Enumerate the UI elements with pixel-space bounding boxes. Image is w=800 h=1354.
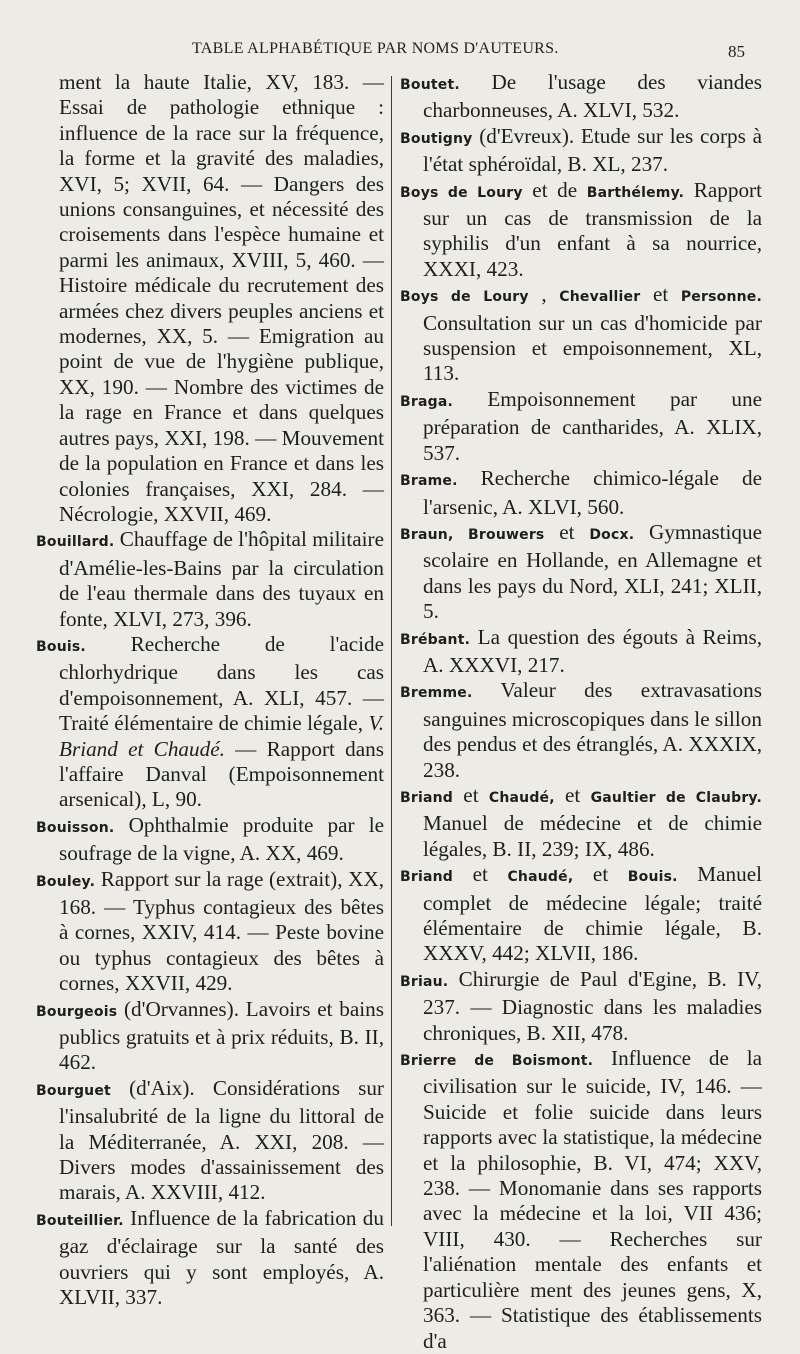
author-name: Briand — [400, 789, 454, 806]
index-entry — [36, 867, 384, 997]
author-name: Boys de Loury — [400, 184, 523, 201]
entry-text: Chirurgie de Paul d'Egine, B. IV, 237. — Diagnostic dans les maladies chroniques, B. XII, 478. — [423, 966, 762, 1045]
index-entry — [36, 997, 384, 1076]
author-name: Bouis. — [627, 869, 678, 886]
entry-text: Chauffage de l'hôpital militaire d'Amélie-les-Bains par la circulation de l'eau thermale dans des tuyaux en fonte, XLVI, 273, 396. — [59, 527, 384, 631]
entry-text: ment la haute Italie, XV, 183. — Essai de pathologie ethnique : influence de la race sur la fréquence, la forme et la gravité des maladies, XVI, 5; XVII, 64. — Dangers des unions consanguines, et nécessité des croisements dans l'espèce humaine et parmi les animaux, XVIII, 5, 460. — Histoire médicale du recrutement des armées chez divers peuples anciens et modernes, XX, 5. — Emigration au point de vue de l'hygiène publique, XX, 190. — Nombre des victimes de la rage en France et dans quelques autres pays, XXI, 198. — Mouvement de la population en France et dans les colonies françaises, XXI, 284. — Nécrologie, XXVII, 469. — [59, 70, 384, 526]
author-name: Boutigny — [400, 130, 473, 147]
index-entry — [400, 178, 762, 283]
index-entry — [400, 967, 762, 1046]
index-entry — [400, 862, 762, 967]
entry-text: et — [453, 782, 489, 807]
author-name: Gaultier de Claubry. — [590, 789, 762, 806]
entry-text: Influence de la civilisation sur le suicide, IV, 146. — Suicide et folie suicide dans leurs rapports avec la statistique, la médecine et la philosophie, B. VI, 474; XXV, 238. — Monomanie dans ses rapports avec la médecine et la loi, VII 436; VIII, 430. — Recherches sur l'aliénation mentale des enfants et particulière ment des jeunes gens, X, 363. — Statistique des établissements d'a — [423, 1046, 762, 1353]
author-name: Brame. — [400, 473, 458, 490]
index-entry — [36, 1206, 384, 1311]
column-divider — [391, 76, 392, 1226]
entry-text: Valeur des extravasations sanguines microscopiques dans le sillon des pendus et des étranglés, A. XXXIX, 238. — [423, 678, 762, 782]
author-name: Bourgeois — [36, 1003, 118, 1020]
author-name: Bouillard. — [36, 534, 115, 551]
entry-text: Recherche de l'acide chlorhydrique dans les cas d'empoisonnement, A. XLI, 457. — Traité élémentaire de chimie légale, — [59, 631, 384, 736]
index-entry — [400, 1046, 762, 1354]
author-name: Briau. — [400, 973, 449, 990]
author-name: Docx. — [589, 526, 635, 543]
entry-text: Influence de la fabrication du gaz d'éclairage sur la santé des ouvriers qui y sont employés, A. XLVII, 337. — [59, 1205, 384, 1310]
left-column — [36, 70, 384, 1311]
index-entry — [400, 678, 762, 783]
page-number: 85 — [728, 42, 745, 61]
entry-text: et — [573, 862, 628, 887]
index-entry — [400, 70, 762, 124]
entry-text: et — [544, 519, 590, 544]
entry-text: Consultation sur un cas d'homicide par suspension et empoisonnement, XL, 113. — [423, 310, 762, 386]
index-entry — [400, 124, 762, 178]
author-name: Chaudé, — [507, 869, 574, 886]
entry-text: Empoisonnement par une préparation de cantharides, A. XLIX, 537. — [423, 386, 762, 465]
running-title: TABLE ALPHABÉTIQUE PAR NOMS D'AUTEURS. — [192, 40, 559, 57]
entry-text: Recherche chimico-légale de l'arsenic, A. XLVI, 560. — [423, 466, 762, 519]
author-name: Briand — [400, 869, 454, 886]
index-entry — [400, 783, 762, 862]
index-entry — [36, 1076, 384, 1206]
entry-text: , — [528, 282, 560, 307]
entry-text: Manuel complet de médecine légale; traité élémentaire de chimie légale, B. XXXV, 442; XLVII, 186. — [423, 862, 762, 966]
index-entry — [36, 813, 384, 867]
author-name: Boutet. — [400, 77, 460, 93]
entry-text: Gymnastique scolaire en Hollande, en Allemagne et dans les pays du Nord, XLI, 241; XLII, 5. — [423, 519, 763, 624]
running-header — [0, 36, 800, 66]
author-name: Brébant. — [400, 631, 471, 648]
index-entry — [400, 466, 762, 520]
entry-text: et — [453, 862, 508, 887]
index-entry — [36, 527, 384, 632]
cross-reference: V. Briand et Chaudé. — [59, 711, 384, 761]
author-name: Bouteillier. — [36, 1212, 124, 1229]
author-name: Boys de Loury — [400, 289, 529, 306]
entry-text: Ophthalmie produite par le soufrage de la vigne, A. XX, 469. — [59, 812, 384, 866]
author-name: Bremme. — [400, 685, 473, 702]
author-name: Chevallier — [559, 289, 641, 306]
author-name: Bouis. — [36, 638, 86, 655]
index-entry — [400, 520, 762, 625]
author-name: Braun, Brouwers — [400, 526, 545, 543]
index-entry — [400, 387, 762, 466]
entry-text: (d'Aix). Considérations sur l'insalubrité de la ligne du littoral de la Méditerranée, A. XXI, 208. — Divers modes d'assainissement des marais, A. XXVIII, 412. — [59, 1075, 384, 1205]
entry-text: La question des égouts à Reims, A. XXXVI, 217. — [423, 624, 762, 677]
entry-text: Rapport sur un cas de transmission de la syphilis d'un enfant à sa nourrice, XXXI, 423. — [423, 177, 762, 281]
continued-entry — [36, 70, 384, 527]
entry-text: et — [640, 282, 681, 307]
entry-text: (d'Orvannes). Lavoirs et bains publics gratuits et à prix réduits, B. II, 462. — [59, 996, 384, 1075]
author-name: Personne. — [680, 289, 762, 306]
author-name: Bourguet — [36, 1082, 111, 1099]
author-name: Brierre de Boismont. — [400, 1053, 594, 1070]
entry-text: (d'Evreux). Etude sur les corps à l'état sphéroïdal, B. XL, 237. — [423, 123, 762, 177]
author-name: Barthélemy. — [586, 184, 685, 201]
index-entry — [400, 282, 762, 387]
index-entry — [36, 632, 384, 813]
entry-text: Rapport sur la rage (extrait), XX, 168. — Typhus contagieux des bêtes à cornes, XXIV, 414. — Peste bovine ou typhus contagieux des bêtes à cornes, XXVII, 429. — [59, 866, 384, 996]
right-column — [400, 70, 762, 1354]
entry-text: et — [554, 782, 591, 807]
entry-text: De l'usage des viandes charbonneuses, A. XLVI, 532. — [423, 70, 762, 123]
index-entry — [400, 625, 762, 679]
entry-text: — Rapport dans l'affaire Danval (Empoisonnement arsenical), L, 90. — [59, 736, 384, 812]
author-name: Bouisson. — [36, 819, 115, 836]
entry-text: Manuel de médecine et de chimie légales, B. II, 239; IX, 486. — [423, 811, 762, 861]
author-name: Bouley. — [36, 873, 96, 890]
author-name: Chaudé, — [488, 789, 555, 806]
entry-text: et de — [522, 177, 587, 202]
author-name: Braga. — [400, 393, 454, 410]
